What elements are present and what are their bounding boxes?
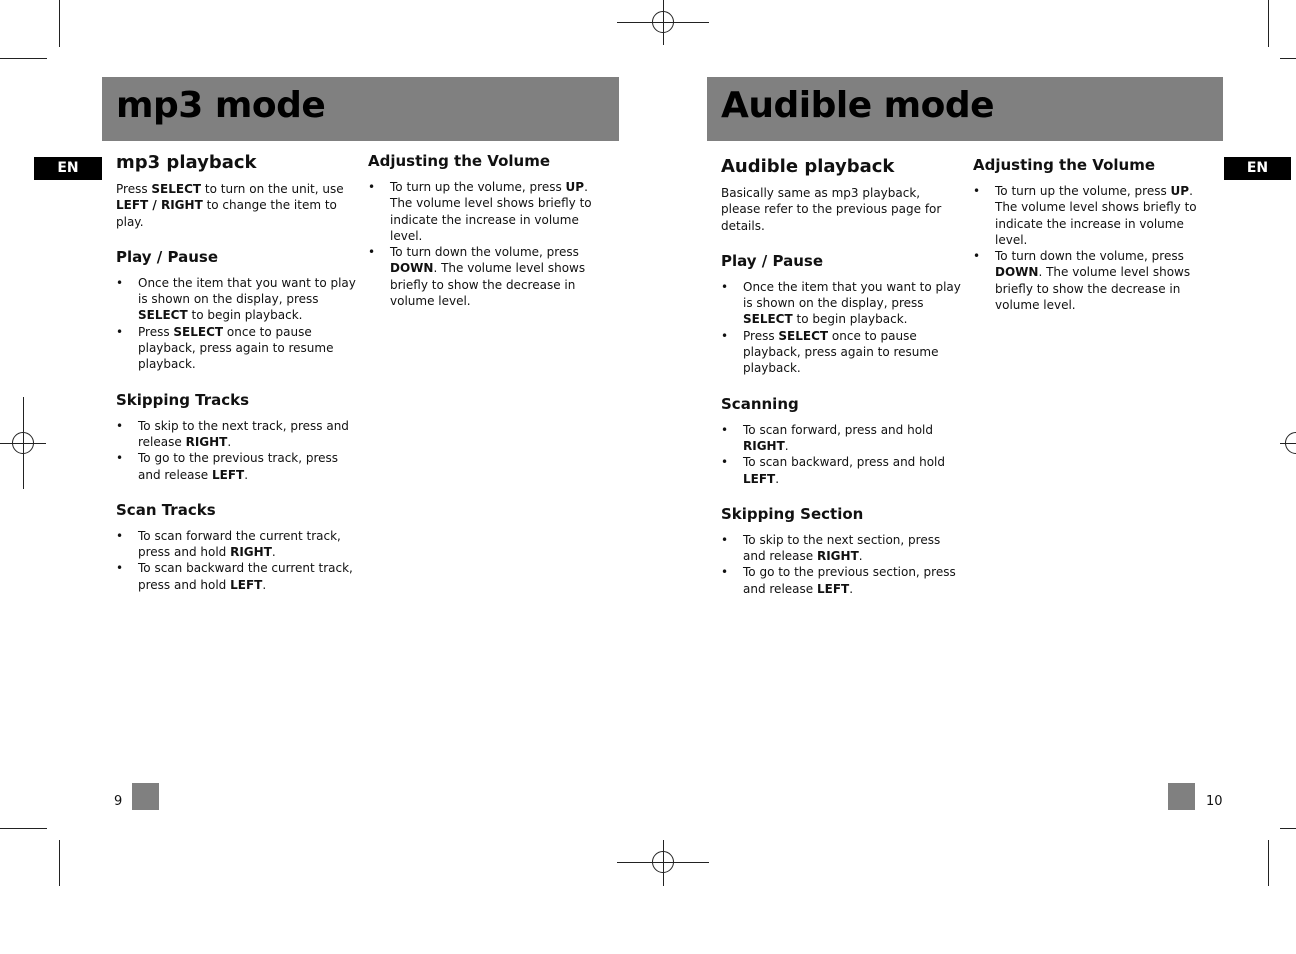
crop-mark bbox=[1280, 58, 1296, 59]
crop-mark bbox=[1268, 840, 1269, 886]
text-run: To scan backward the current track, press and hold bbox=[138, 561, 353, 592]
spacer bbox=[721, 377, 961, 395]
registration-mark bbox=[12, 432, 34, 454]
left-column-2 bbox=[368, 152, 608, 309]
left-column-1 bbox=[116, 152, 356, 593]
crop-mark bbox=[1268, 0, 1269, 47]
right-column-2 bbox=[973, 156, 1213, 313]
text-run: To go to the previous track, press and release bbox=[138, 451, 339, 482]
text-run: To go to the previous section, press and release bbox=[743, 565, 956, 596]
page-title: Audible mode bbox=[721, 85, 995, 126]
section-heading: mp3 playback bbox=[116, 152, 257, 173]
text-run: Basically same as mp3 playback, please refer to the previous page for details. bbox=[721, 186, 942, 233]
text-run: To scan backward, press and hold bbox=[743, 455, 946, 470]
list-item bbox=[116, 418, 356, 451]
spacer bbox=[721, 487, 961, 505]
intro-text bbox=[721, 185, 961, 234]
key-name: SELECT bbox=[778, 328, 829, 343]
list-item bbox=[721, 279, 961, 328]
crop-mark bbox=[1280, 828, 1296, 829]
crop-mark bbox=[59, 840, 60, 886]
list-item bbox=[721, 564, 961, 597]
key-name: SELECT bbox=[743, 312, 793, 327]
intro-text bbox=[116, 181, 356, 230]
list-item bbox=[721, 454, 961, 487]
key-name: RIGHT bbox=[743, 438, 785, 453]
spacer bbox=[116, 230, 356, 248]
list-item bbox=[973, 183, 1213, 248]
registration-mark bbox=[652, 11, 674, 33]
list-item bbox=[973, 248, 1213, 313]
page-number: 9 bbox=[114, 794, 123, 809]
key-name: LEFT bbox=[743, 471, 776, 486]
key-name: DOWN bbox=[995, 265, 1039, 280]
text-run: . The volume level shows briefly to indicate the increase in volume level. bbox=[390, 180, 592, 243]
section-heading: Adjusting the Volume bbox=[368, 152, 551, 170]
text-run: . bbox=[244, 467, 249, 482]
language-tab: EN bbox=[1224, 157, 1291, 180]
list-item bbox=[721, 328, 961, 377]
text-run: To turn down the volume, press bbox=[995, 249, 1184, 264]
list-item bbox=[721, 422, 961, 455]
subsection-heading: Scanning bbox=[721, 394, 799, 413]
key-name: LEFT / RIGHT bbox=[116, 198, 203, 213]
text-run: To scan forward the current track, press and hold bbox=[138, 528, 341, 560]
bullet-list bbox=[116, 418, 356, 483]
text-run: . bbox=[849, 581, 854, 596]
section-list bbox=[721, 234, 961, 597]
list-item bbox=[116, 560, 356, 593]
page-title: mp3 mode bbox=[116, 85, 326, 126]
text-run: To turn up the volume, press bbox=[390, 180, 566, 194]
title-band-left bbox=[102, 77, 619, 141]
page-square bbox=[132, 783, 159, 810]
text-run: To skip to the next section, press and release bbox=[743, 532, 941, 564]
subsection-heading: Scan Tracks bbox=[116, 500, 216, 519]
bullet-list bbox=[721, 532, 961, 597]
page-number: 10 bbox=[1206, 794, 1223, 809]
key-name: RIGHT bbox=[816, 549, 859, 564]
text-run: Once the item that you want to play is shown on the display, press bbox=[743, 279, 961, 311]
key-name: LEFT bbox=[230, 577, 263, 592]
text-run: . The volume level shows briefly to indicate the increase in volume level. bbox=[995, 184, 1197, 247]
text-run: To turn up the volume, press bbox=[995, 184, 1171, 198]
list-item bbox=[368, 179, 608, 244]
crop-mark bbox=[59, 0, 60, 47]
text-run: . The volume level shows briefly to show the decrease in volume level. bbox=[390, 261, 586, 309]
bullet-list bbox=[116, 275, 356, 373]
text-run: . bbox=[858, 549, 863, 564]
page-square bbox=[1168, 783, 1195, 810]
crop-mark bbox=[0, 58, 47, 59]
subsection-heading: Skipping Tracks bbox=[116, 390, 250, 409]
spacer bbox=[116, 483, 356, 501]
section-heading: Audible playback bbox=[721, 156, 895, 177]
text-run: . bbox=[262, 577, 267, 592]
text-run: To turn down the volume, press bbox=[390, 245, 579, 260]
list-item bbox=[116, 324, 356, 373]
section-heading: Adjusting the Volume bbox=[973, 156, 1156, 174]
section-list bbox=[116, 230, 356, 593]
list-item bbox=[721, 532, 961, 565]
text-run: . The volume level shows briefly to show the decrease in volume level. bbox=[995, 265, 1191, 313]
text-run: to begin playback. bbox=[792, 312, 908, 327]
registration-mark bbox=[1285, 432, 1296, 454]
list-item bbox=[116, 450, 356, 483]
list-item bbox=[368, 244, 608, 309]
text-run: to turn on the unit, use bbox=[201, 182, 344, 196]
key-name: SELECT bbox=[151, 182, 202, 196]
key-name: SELECT bbox=[138, 308, 188, 323]
text-run: . bbox=[784, 438, 789, 453]
key-name: UP bbox=[565, 180, 585, 194]
key-name: DOWN bbox=[390, 261, 434, 276]
text-run: Press bbox=[743, 328, 779, 343]
subsection-heading: Play / Pause bbox=[721, 251, 823, 270]
text-run: once to pause playback, press again to resume playback. bbox=[138, 324, 334, 372]
text-run: To scan forward, press and hold bbox=[743, 422, 933, 437]
bullet-list bbox=[721, 422, 961, 487]
bullet-list bbox=[116, 528, 356, 593]
text-run: to begin playback. bbox=[187, 308, 303, 323]
spacer bbox=[721, 234, 961, 252]
text-run: Once the item that you want to play is shown on the display, press bbox=[138, 275, 356, 307]
text-run: . bbox=[227, 434, 232, 449]
text-run: once to pause playback, press again to resume playback. bbox=[743, 328, 939, 376]
text-run: To skip to the next track, press and release bbox=[138, 418, 349, 449]
spacer bbox=[116, 373, 356, 391]
key-name: LEFT bbox=[211, 467, 245, 482]
bullet-list bbox=[973, 183, 1213, 313]
text-run: . bbox=[775, 471, 780, 486]
key-name: SELECT bbox=[173, 324, 224, 339]
key-name: LEFT bbox=[816, 581, 850, 596]
key-name: RIGHT bbox=[230, 545, 272, 560]
list-item bbox=[116, 275, 356, 324]
text-run: . bbox=[271, 545, 276, 560]
language-tab: EN bbox=[34, 157, 102, 180]
crop-mark bbox=[0, 828, 47, 829]
key-name: UP bbox=[1170, 184, 1190, 198]
right-column-1 bbox=[721, 156, 961, 597]
title-band-right bbox=[707, 77, 1223, 141]
subsection-heading: Skipping Section bbox=[721, 504, 864, 523]
text-run: Press bbox=[138, 324, 174, 339]
subsection-heading: Play / Pause bbox=[116, 247, 218, 266]
bullet-list bbox=[721, 279, 961, 377]
registration-mark bbox=[652, 851, 674, 873]
text-run: to change the item to play. bbox=[116, 198, 337, 229]
key-name: RIGHT bbox=[185, 434, 228, 449]
bullet-list bbox=[368, 179, 608, 309]
list-item bbox=[116, 528, 356, 561]
text-run: Press bbox=[116, 182, 152, 196]
